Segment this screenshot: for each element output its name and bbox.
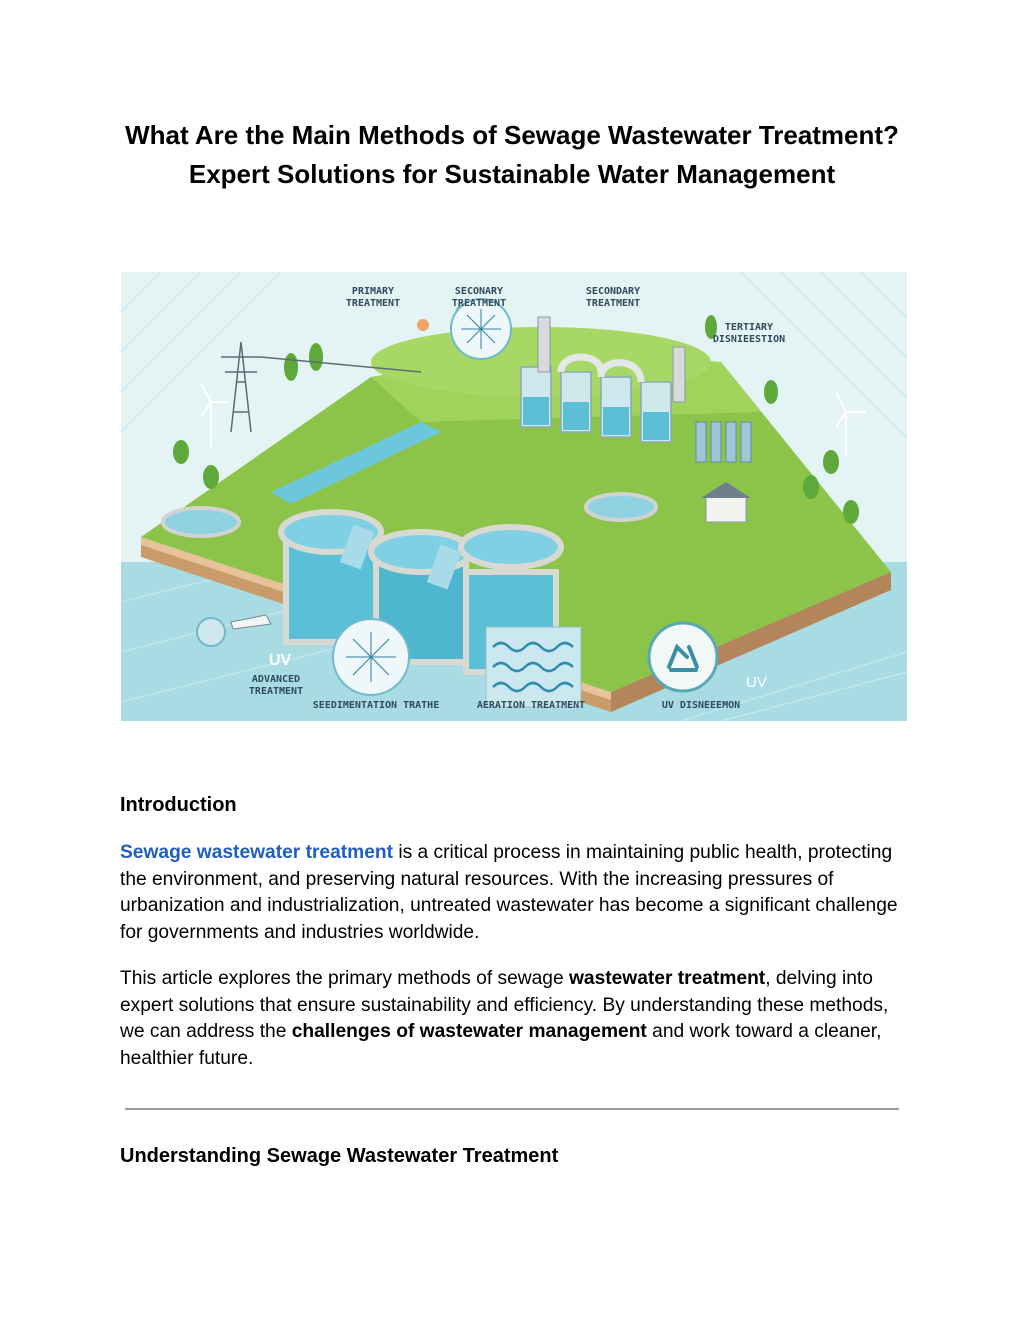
- p2-text-e: and work toward a cleaner, healthier future.: [120, 1021, 882, 1069]
- figure-label: UV DISNEEEMON: [661, 700, 741, 711]
- p2-bold-challenges: challenges of wastewater management: [291, 1021, 647, 1043]
- p2-bold-wastewater-treatment: wastewater treatment: [568, 968, 766, 989]
- figure-label: TREATMENT: [345, 298, 401, 309]
- figure-label: DISNIEESTION: [712, 334, 786, 345]
- figure-label: UV: [269, 652, 292, 669]
- figure-label: TREATMENT: [451, 298, 507, 309]
- wastewater-plant-illustration: [121, 272, 907, 721]
- page-title: What Are the Main Methods of Sewage Wastewater Treatment? Expert Solutions for Sustainable Water Management: [125, 120, 899, 189]
- intro-heading: Introduction: [120, 794, 237, 816]
- figure-label: UV: [746, 674, 767, 691]
- section-heading: Understanding Sewage Wastewater Treatment: [120, 1145, 559, 1167]
- figure-label: SECONARY: [454, 286, 504, 297]
- figure-label: SEEDIMENTATION TRATHE: [312, 700, 440, 711]
- figure-label: AERATION TREATMENT: [476, 700, 586, 711]
- figure-label: PRIMARY: [351, 286, 395, 297]
- figure-label: SECONDARY: [585, 286, 641, 297]
- intro-paragraph-2: [120, 966, 910, 1072]
- sewage-treatment-link[interactable]: Sewage wastewater treatment: [120, 842, 394, 863]
- figure-label: TERTIARY: [724, 322, 774, 333]
- p2-text-c: , delving into expert solutions that ensure sustainability and efficiency. By understanding these methods, we can address the: [120, 968, 889, 1043]
- intro-paragraph-1: [120, 840, 910, 946]
- section-divider: [125, 1108, 899, 1110]
- figure-label: ADVANCED: [251, 674, 301, 685]
- figure-label: TREATMENT: [248, 686, 304, 697]
- p2-text-a: This article explores the primary methods of sewage: [120, 968, 569, 989]
- figure-label: TREATMENT: [585, 298, 641, 309]
- intro-paragraph-1-text: is a critical process in maintaining public health, protecting the environment, and preserving natural resources. With the increasing pressures of urbanization and industrialization, untreated wastewater has become a significant challenge for governments and industries worldwide.: [120, 842, 898, 943]
